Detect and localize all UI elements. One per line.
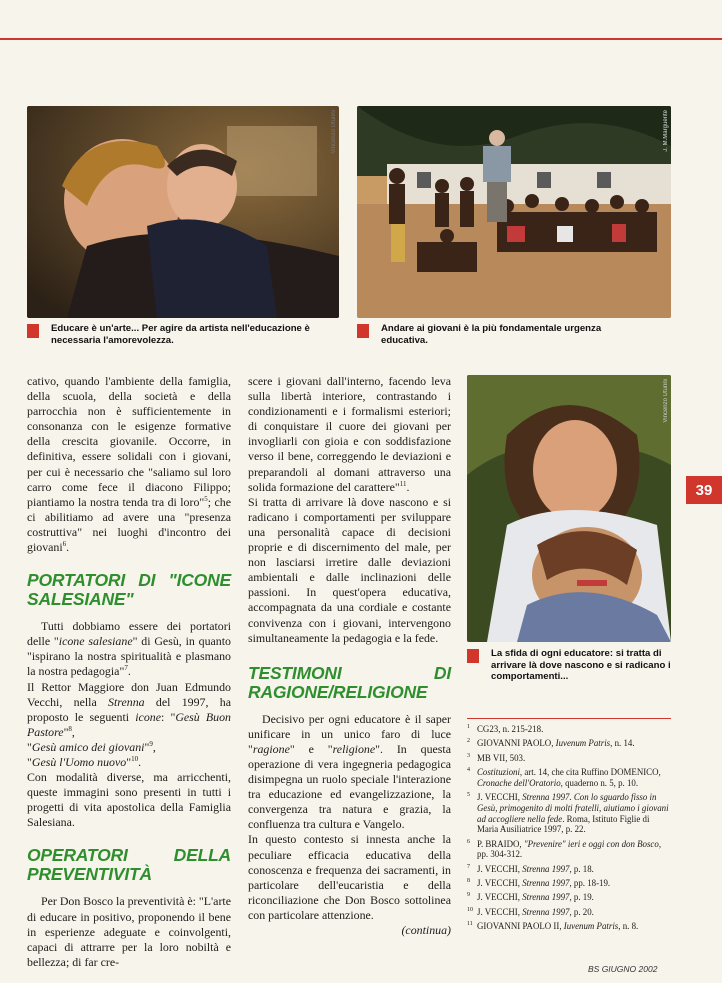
footnote: 11 GIOVANNI PAOLO II, Iuvenum Patris, n. 8. [467,920,639,931]
photo-credit: J. M.Marguerite [663,110,669,152]
footnote: 7 J. VECCHI, Strenna 1997, p. 18. [467,863,594,874]
photo-woman-child [27,106,339,318]
top-rule [0,38,722,40]
paragraph: Con modalità diverse, ma arricchenti, queste immagini sono presenti in tutti i progetti di vita apostolica della Famiglia Salesiana. [27,770,231,830]
photo-girl-hug [467,375,671,642]
caption-marker [27,324,39,338]
footnote: 9 J. VECCHI, Strenna 1997, p. 19. [467,892,594,903]
caption-marker [357,324,369,338]
caption-text: Andare ai giovani è la più fondamentale urgenza educativa. [381,323,602,346]
page-number-tab: 39 [686,476,722,504]
page-folio: BS GIUGNO 2002 [588,964,658,974]
photo-caption [467,648,672,688]
footnote: 8 J. VECCHI, Strenna 1997, pp. 18-19. [467,878,611,889]
photo-credit: Vincenzo Utunni [331,110,337,154]
paragraph: cativo, quando l'ambiente della famiglia, della scuola, della società e della parrocchia non è sufficientemente in consonanza con le esigenze formative della crescita giovanile. Occorre, in definitiva, essere solidali con i giovani, per cui è necessario che "saliamo sul loro carro come fece il diacono Filippo; piantiamo la nostra tenda tra di loro"$^5$; che ci abilitiamo ad avere una "presenza costruttiva" nei luoghi d'incontro dei giovani$^6$. [27,374,232,555]
photo-caption [357,323,677,349]
photo-caption [27,323,347,349]
section-heading-testimoni: TESTIMONI DI RAGIONE/RELIGIONE [248,662,451,702]
paragraph: Per Don Bosco la preventività è: "L'arte di educare in positivo, proponendo il bene in esperienze adeguate e coinvolgenti, capaci di attrarre per la loro nobiltà e bellezza; di far cre- [27,894,231,969]
paragraph: Il Rettor Maggiore don Juan Edmundo Vecchi, nella Strenna del 1997, ha proposto le seguenti icone: "Gesù Buon Pastore"$^8$, "Gesù amico dei giovani"$^9$, "Gesù l'Uomo nuovo"$^{10}$. [27,679,231,769]
photo-children-group-image [357,106,671,318]
footnotes [467,724,672,935]
footnote: 3 MB VII, 503. [467,752,526,763]
footnote: 1 CG23, n. 215-218. [467,724,544,734]
photo-children-group [357,106,671,318]
footnote: 5 J. VECCHI, Strenna 1997. Con lo sguardo fisso in Gesù, primogenito di molti fratelli, aiutiamo i giovani ad accogliere nella fede. Roma, Istituto Figlie di Maria Ausiliatrice 1997, p. 22. [467,791,669,835]
footnote: 2 GIOVANNI PAOLO, Iuvenum Patris, n. 14. [467,738,635,749]
section-heading-portatori: PORTATORI DI "ICONE SALESIANE" [27,570,231,610]
footnote-rule [467,718,671,719]
section-heading-operatori: OPERATORI DELLA PREVENTIVITÀ [27,845,231,885]
caption-text: La sfida di ogni educatore: si tratta di arrivare là dove nascono e si radicano i comportamenti... [491,648,671,682]
continua-label: (continua) [401,923,451,937]
caption-marker [467,649,479,663]
photo-woman-child-image [27,106,339,318]
photo-credit: Vincenzo Utunni [663,379,669,423]
text-column-left [27,374,231,970]
paragraph: Tutti dobbiamo essere dei portatori delle "icone salesiane" di Gesù, in quanto "ispirano la nostra spiritualità e plasmano la nostra pedagogia"$^7$. [27,619,231,679]
paragraph: Decisivo per ogni educatore è il saper unificare in un unico faro di luce "ragione" e "religione". In questa operazione di vera ingegneria pedagogica disimpegna un ruolo speciale l'interazione tra educazione ed evangelizzazione, la convergenza tra natura e grazia, la confluenza tra cultura e Vangelo. [248,711,451,832]
caption-text: Educare è un'arte... Per agire da artista nell'educazione è necessaria l'amorevolezza. [51,323,310,346]
footnote: 6 P. BRAIDO, "Prevenire" ieri e oggi con don Bosco, pp. 304-312. [467,838,662,860]
footnote: 10 J. VECCHI, Strenna 1997, p. 20. [467,906,594,917]
photo-girl-hug-image [467,375,671,642]
footnote: 4 Costituzioni, art. 14, che cita Ruffino DOMENICO, Cronache dell'Oratorio, quaderno n. 5, p. 10. [467,766,661,788]
paragraph: scere i giovani dall'interno, facendo leva sulla libertà interiore, contrastando i condizionamenti e i formalismi esteriori; di conquistare il cuore dei giovani per invogliarli con gioia e con soddisfazione verso il bene, correggendo le deviazioni e preparandoli al domani attraverso una solida formazione del carattere"$^{11}$. [248,374,451,494]
paragraph: In questo contesto si innesta anche la peculiare efficacia educativa della conoscenza e frequenza dei sacramenti, in particolare dell'eucaristia e della riconciliazione che Don Bosco sottolinea con particolare attenzione. [248,832,451,922]
paragraph: Si tratta di arrivare là dove nascono e si radicano i comportamenti per sviluppare una personalità capace di decisioni proprie e di discernimento del male, per non lasciarsi irretire dalle deviazioni ambientali e dalle inclinazioni delle passioni. In quest'opera educativa, accompagnata da una cordiale e costante convivenza con i giovani, intervengono simultaneamente la pedagogia e la fede. [248,494,451,645]
text-column-middle [248,374,451,938]
